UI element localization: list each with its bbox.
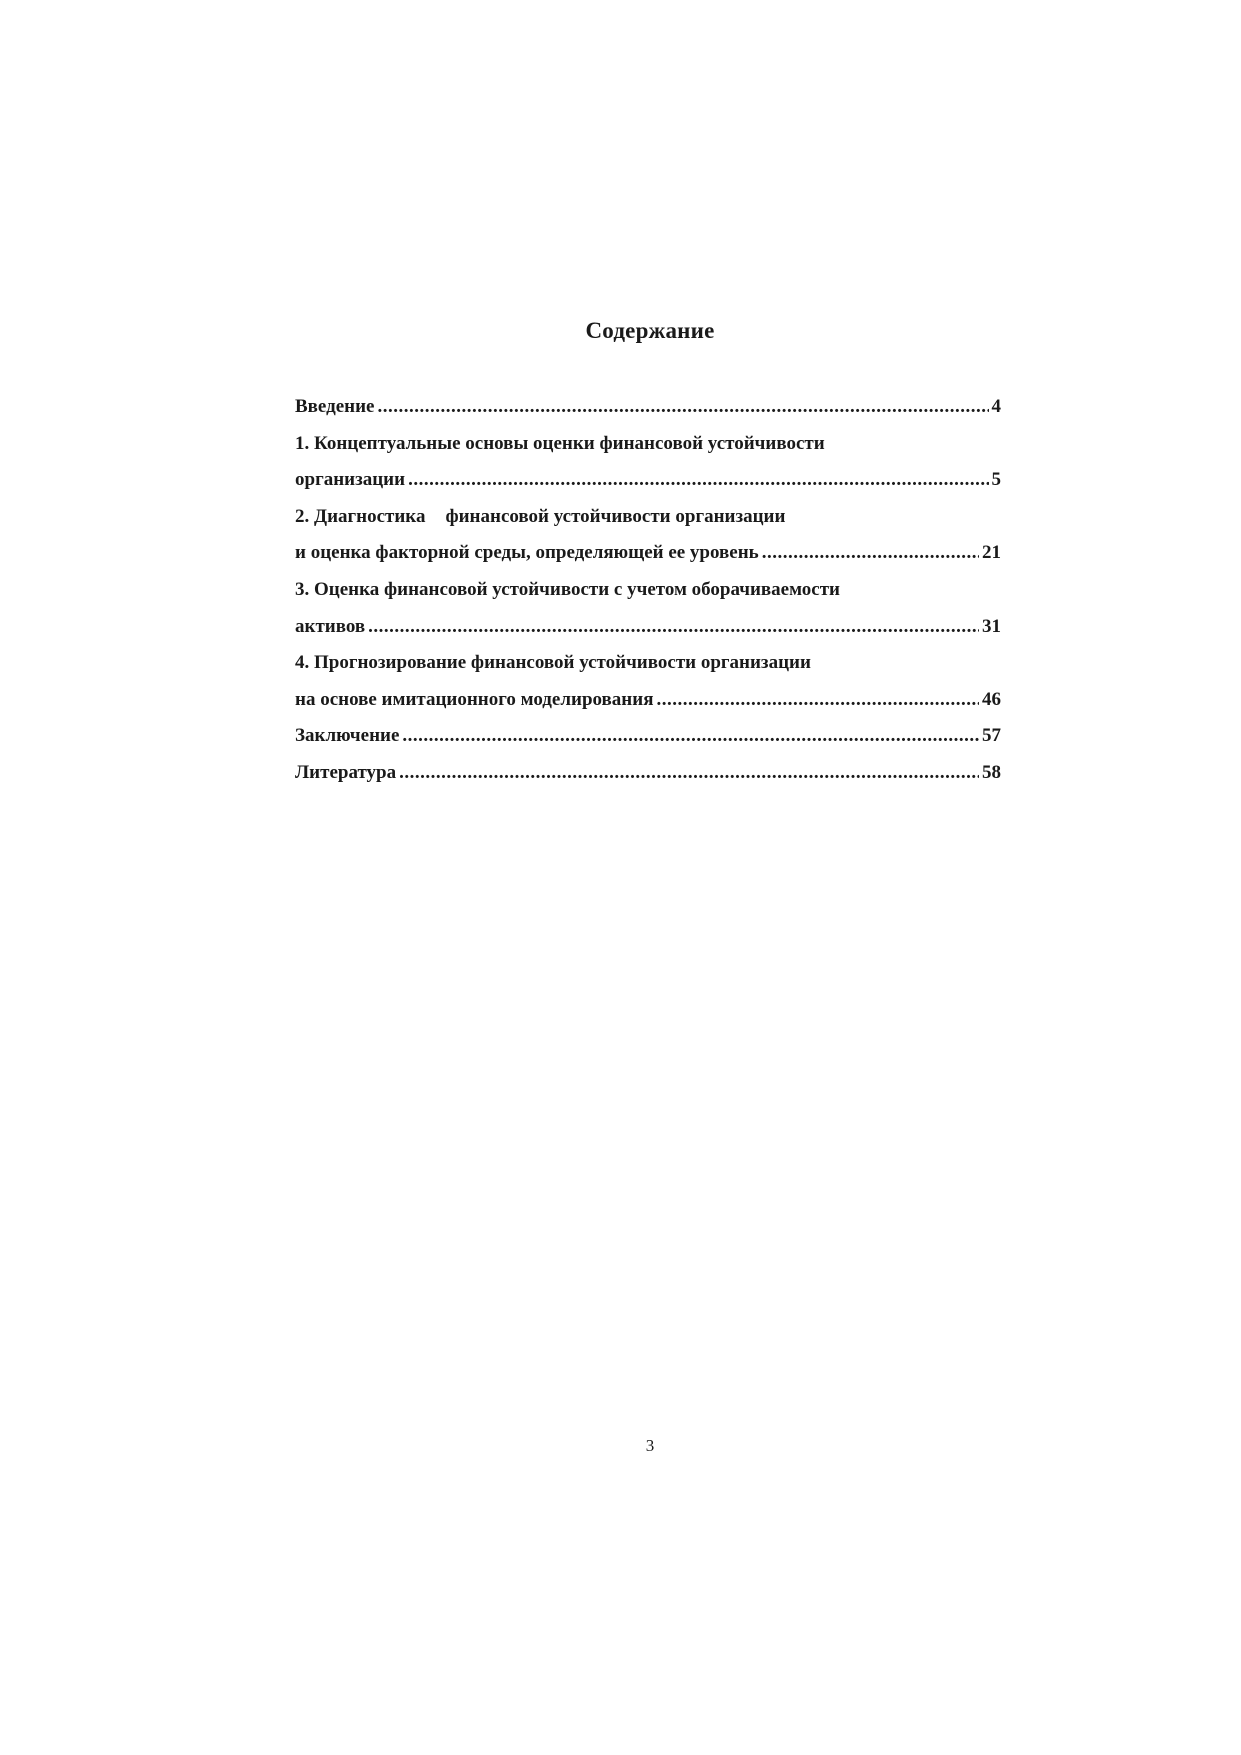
toc-entry-text: активов [295,615,366,637]
toc-entry-text: 3. Оценка финансовой устойчивости с учетом оборачиваемости [295,578,840,600]
toc-entry-text: и оценка факторной среды, определяющей ее уровень [295,542,759,564]
toc-entry-2-line-2[interactable] [295,535,1001,572]
dot-leader [399,755,979,792]
page-number: 3 [645,1436,655,1455]
dot-leader [762,535,979,572]
toc-entry-introduction[interactable] [295,389,1001,426]
toc-entry-2-line-1[interactable] [295,499,1001,536]
toc-entry-text: 1. Концептуальные основы оценки финансовой устойчивости [295,432,825,454]
toc-entry-page: 57 [982,725,1001,747]
dot-leader [408,462,988,499]
toc-entry-text-part: финансовой устойчивости организации [445,505,786,527]
toc-entry-text [295,499,785,536]
toc-entry-text: Литература [295,761,397,783]
toc-title: Содержание [585,318,715,343]
toc-entry-literature[interactable] [295,755,1001,792]
toc-entry-3-line-2[interactable] [295,609,1001,646]
toc-entry-text: на основе имитационного моделирования [295,688,654,710]
toc-entry-page: 58 [982,761,1001,783]
toc-entry-4-line-1[interactable] [295,645,1001,682]
table-of-contents [295,389,1001,792]
dot-leader [402,718,979,755]
toc-entry-page: 46 [982,688,1001,710]
toc-entry-page: 5 [991,469,1001,491]
toc-entry-conclusion[interactable] [295,718,1001,755]
toc-entry-text: 4. Прогнозирование финансовой устойчивости организации [295,652,811,674]
toc-entry-text-part: 2. Диагностика [295,505,426,527]
toc-entry-1-line-2[interactable] [295,462,1001,499]
toc-entry-page: 21 [982,542,1001,564]
dot-leader [368,609,979,646]
dot-leader [378,389,989,426]
dot-leader [656,682,979,719]
toc-entry-4-line-2[interactable] [295,682,1001,719]
toc-entry-text: организации [295,469,406,491]
toc-entry-page: 31 [982,615,1001,637]
toc-entry-1-line-1[interactable] [295,426,1001,463]
toc-entry-text: Заключение [295,725,400,747]
toc-entry-page: 4 [991,396,1001,417]
toc-entry-3-line-1[interactable] [295,572,1001,609]
toc-entry-text: Введение [295,396,375,417]
